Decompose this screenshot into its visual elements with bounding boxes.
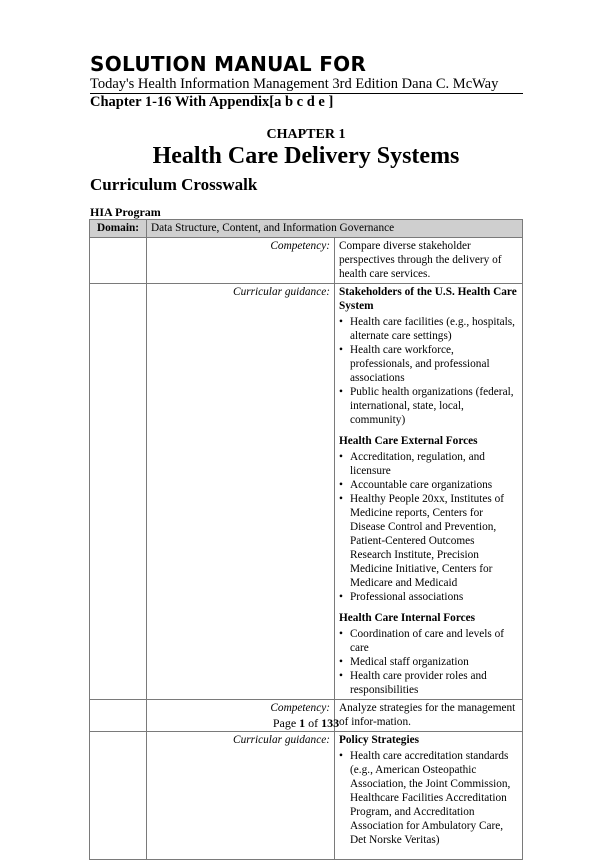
- bullet-list: [339, 450, 518, 604]
- guidance-cell: [335, 284, 523, 700]
- row-label: Competency:: [147, 238, 335, 284]
- guidance-heading: Policy Strategies: [339, 734, 419, 746]
- of-word: of: [308, 716, 319, 730]
- competency-text: Compare diverse stakeholder perspectives through the delivery of health care services.: [335, 238, 523, 284]
- list-item: • Health care accreditation standards (e.g., American Osteopathic Association, the Joint Commission, Healthcare Facilities Accreditation Program, and Accreditation Association for Ambulatory Care, Det Norske Veritas): [339, 749, 518, 847]
- list-item: • Professional associations: [339, 590, 518, 604]
- program-label: HIA Program: [90, 205, 161, 219]
- table-row: [90, 732, 523, 860]
- list-item: • Accountable care organizations: [339, 478, 518, 492]
- list-item: • Coordination of care and levels of care: [339, 627, 518, 655]
- section-heading: Curriculum Crosswalk: [90, 175, 258, 194]
- row-label: Competency:: [147, 700, 335, 732]
- list-item: • Medical staff organization: [339, 655, 518, 669]
- domain-label: Domain:: [90, 220, 147, 238]
- list-item: • Healthy People 20xx, Institutes of Medicine reports, Centers for Disease Control and Prevention, Patient-Centered Outcomes Research Institute, Precision Medicine Initiative, Centers for Medicare and Medicaid: [339, 492, 518, 590]
- domain-value: Data Structure, Content, and Information Governance: [147, 220, 523, 238]
- table-row: [90, 284, 523, 700]
- page-total: 133: [321, 716, 340, 730]
- chapter-title: Health Care Delivery Systems: [152, 143, 460, 169]
- guidance-cell: [335, 732, 523, 860]
- row-label: Curricular guidance:: [147, 732, 335, 860]
- bullet-list: [339, 627, 518, 697]
- page-footer: [0, 716, 612, 731]
- row-label: Curricular guidance:: [147, 284, 335, 700]
- table-row: [90, 238, 523, 284]
- crosswalk-table: [89, 219, 523, 860]
- chapters-line: Chapter 1-16 With Appendix[a b c d e ]: [90, 94, 334, 110]
- list-item: • Accreditation, regulation, and licensure: [339, 450, 518, 478]
- page-word: Page: [272, 716, 297, 730]
- page-current: 1: [299, 716, 306, 730]
- list-item: • Health care provider roles and responsibilities: [339, 669, 518, 697]
- book-title-line: Today's Health Information Management 3rd Edition Dana C. McWay: [90, 76, 499, 92]
- guidance-heading: Health Care Internal Forces: [339, 612, 476, 624]
- chapter-label: CHAPTER 1: [266, 127, 346, 142]
- domain-row: [90, 220, 523, 238]
- list-item: • Public health organizations (federal, international, state, local, community): [339, 385, 518, 427]
- bullet-list: [339, 749, 518, 847]
- guidance-heading: Stakeholders of the U.S. Health Care System: [339, 286, 517, 312]
- solution-manual-title: SOLUTION MANUAL FOR: [90, 52, 367, 76]
- list-item: • Health care facilities (e.g., hospitals, alternate care settings): [339, 315, 518, 343]
- guidance-heading: Health Care External Forces: [339, 435, 478, 447]
- list-item: • Health care workforce, professionals, and professional associations: [339, 343, 518, 385]
- bullet-list: [339, 315, 518, 427]
- competency-text: Analyze strategies for the management of infor-mation.: [335, 700, 523, 732]
